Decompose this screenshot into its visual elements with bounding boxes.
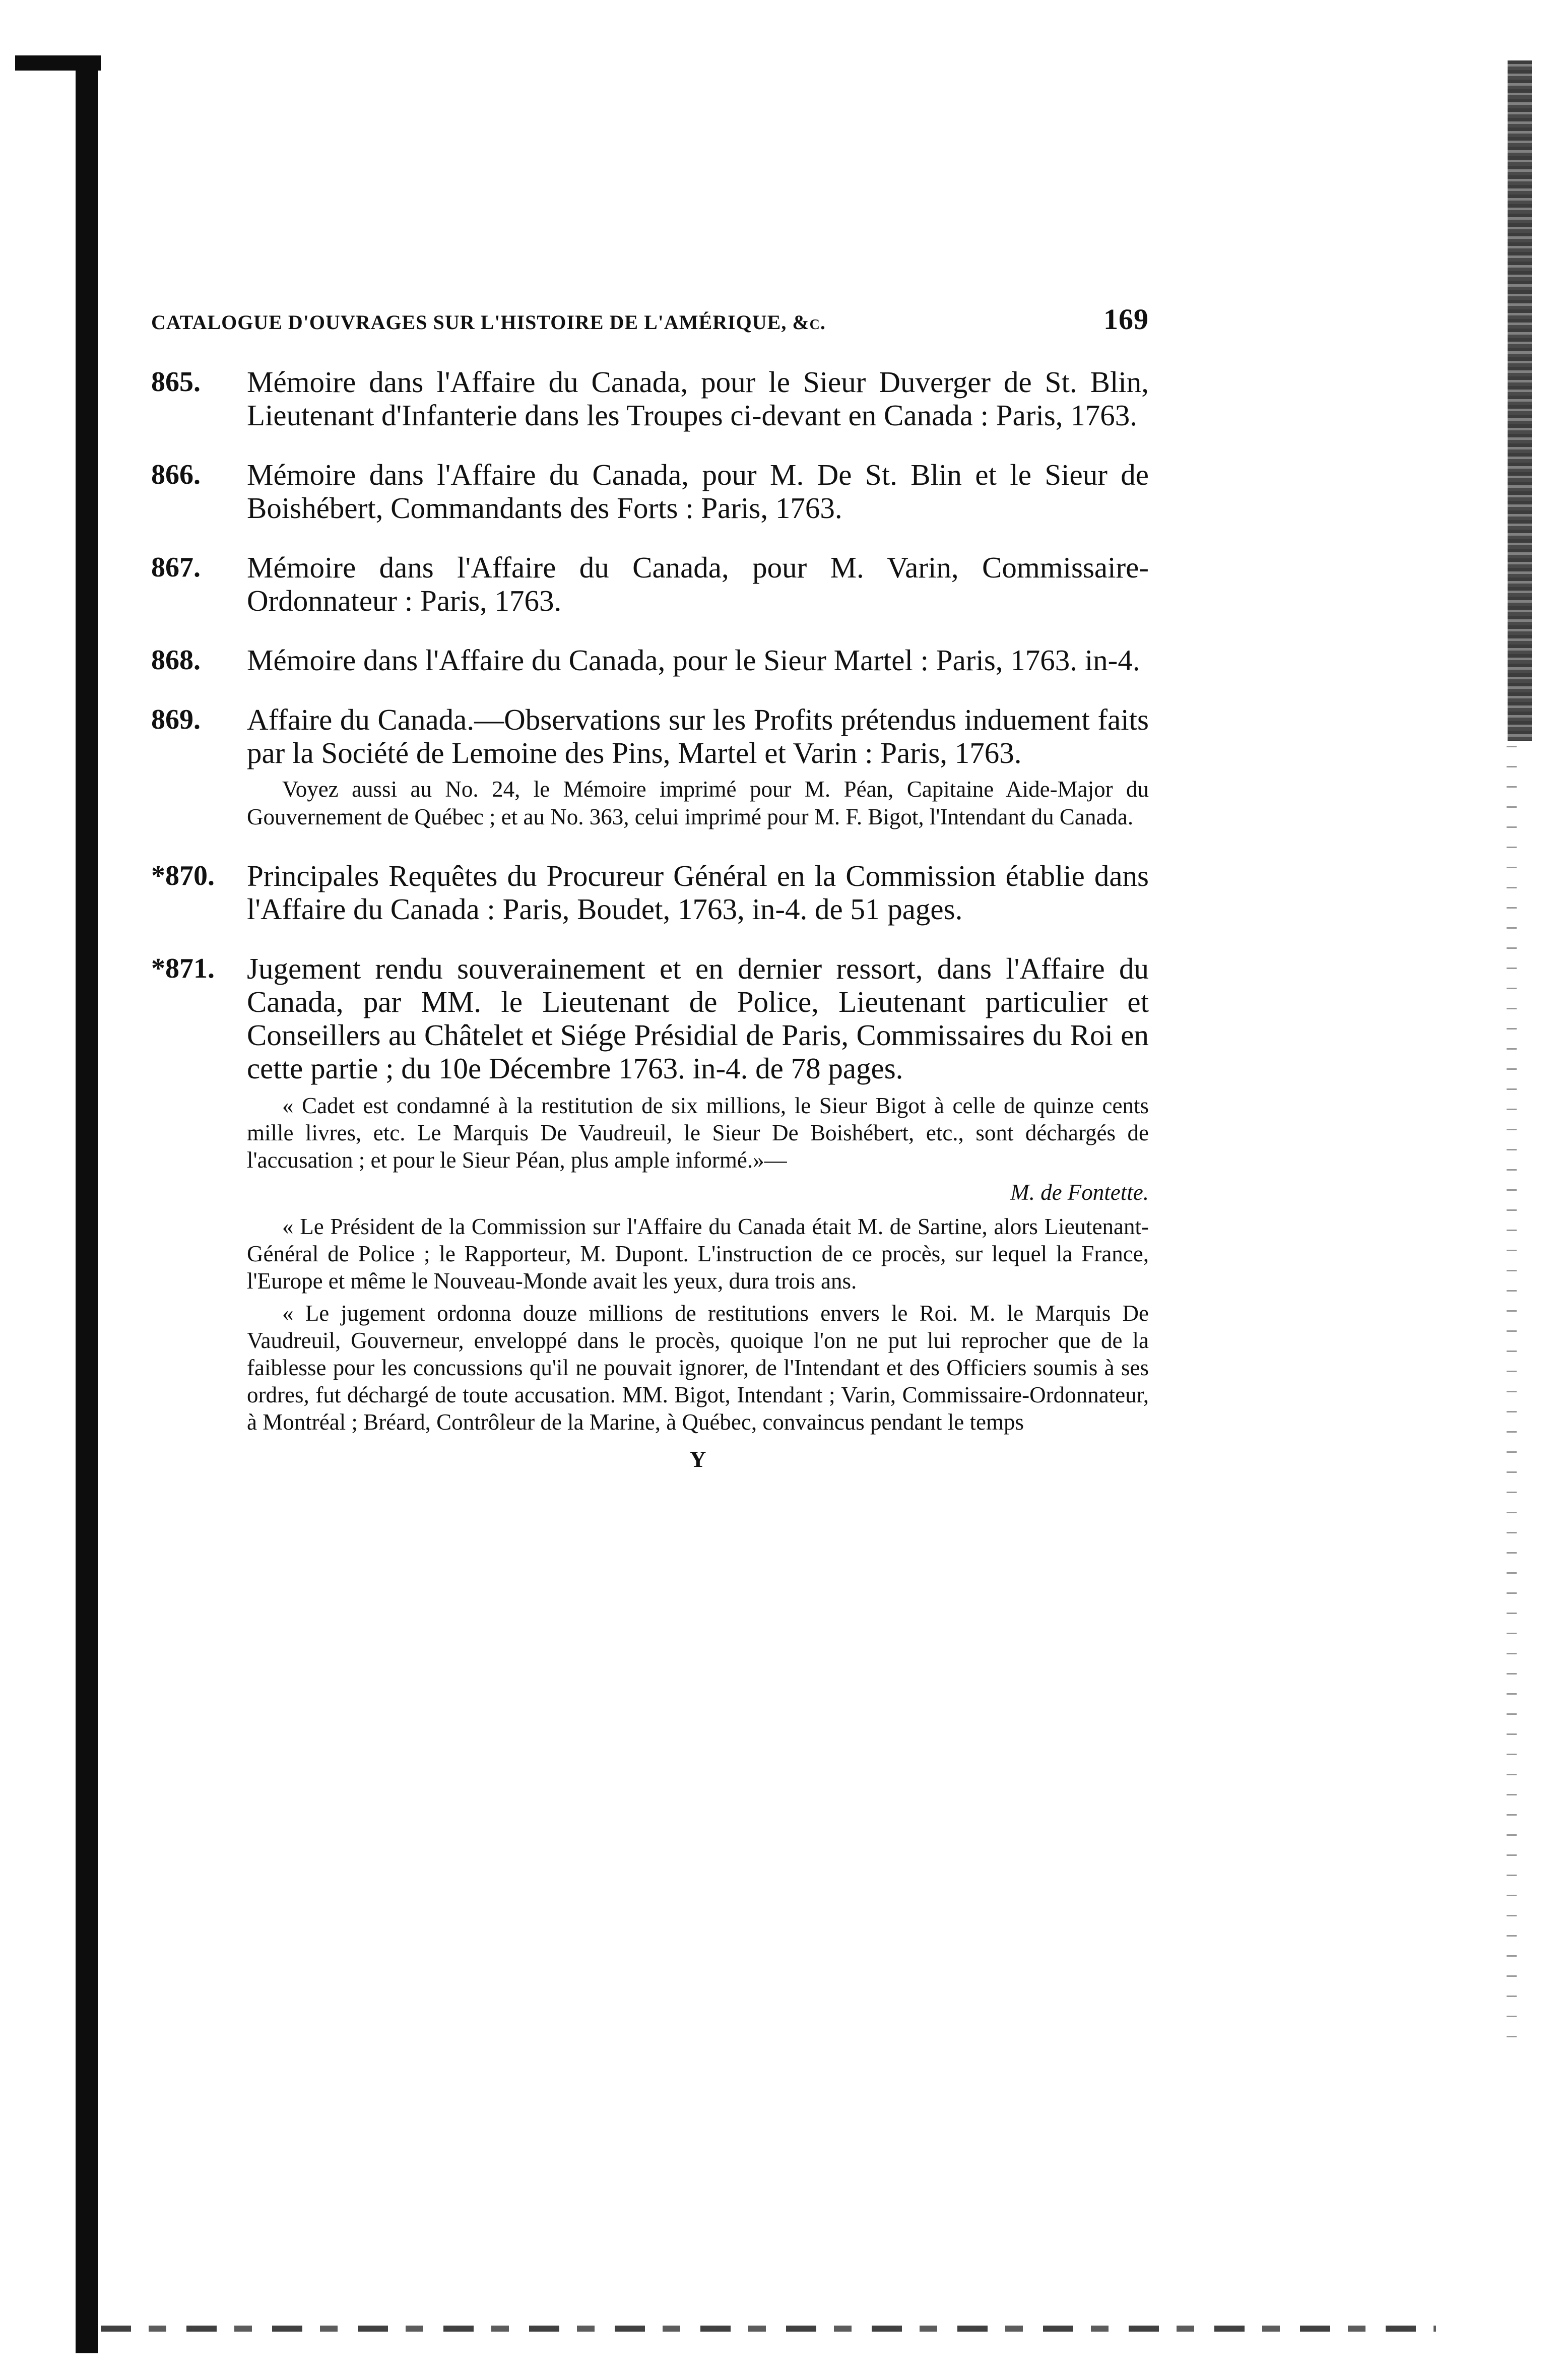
entry-number: 866.	[151, 459, 201, 490]
quote-paragraph-1: « Cadet est condamné à la restitution de six millions, le Sieur Bigot à celle de quinze cents mille livres, etc. Le Marquis De Vaudreuil, le Sieur De Boishébert, etc., sont déchargés de l'accusation ; et pour le Sieur Péan, plus ample informé.»—	[247, 1093, 1149, 1173]
entry-text: Jugement rendu souverainement et en dernier ressort, dans l'Affaire du Canada, par MM. le Lieutenant de Police, Lieutenant particulier et Conseillers au Châtelet et Siége Présidial de Paris, Commissaires du Roi en cette partie ; du 10e Décembre 1763. in-4. de 78 pages.	[247, 952, 1149, 1085]
book-binding-edge	[76, 55, 98, 2353]
catalog-entry-869	[151, 703, 1149, 769]
note-text: Voyez aussi au No. 24, le Mémoire imprimé pour M. Péan, Capitaine Aide-Major du Gouvernement de Québec ; et au No. 363, celui imprimé pour M. F. Bigot, l'Intendant du Canada.	[247, 777, 1149, 829]
running-title: CATALOGUE D'OUVRAGES SUR L'HISTOIRE DE L'AMÉRIQUE, &c.	[151, 311, 826, 334]
page-number: 169	[1103, 303, 1149, 336]
page-edge-marks	[1507, 746, 1517, 2056]
catalog-entry-867	[151, 551, 1149, 617]
entry-text: Principales Requêtes du Procureur Général en la Commission établie dans l'Affaire du Canada : Paris, Boudet, 1763, in-4. de 51 pages.	[247, 859, 1149, 926]
entry-number: 869.	[151, 704, 201, 735]
catalog-entry-870	[151, 859, 1149, 926]
quote-attribution: M. de Fontette.	[1010, 1180, 1149, 1205]
entry-text: Mémoire dans l'Affaire du Canada, pour M. Varin, Commissaire-Ordonnateur : Paris, 1763.	[247, 551, 1149, 617]
running-head	[151, 302, 1149, 336]
quote-paragraph-3: « Le jugement ordonna douze millions de restitutions envers le Roi. M. le Marquis De Vaudreuil, Gouverneur, enveloppé dans le procès, quoique l'on ne put lui reprocher que de la faiblesse pour les concussions qu'il ne pouvait ignorer, de l'Intendant et des Officiers soumis à ses ordres, fut déchargé de toute accusation. MM. Bigot, Intendant ; Varin, Commissaire-Ordonnateur, à Montréal ; Bréard, Contrôleur de la Marine, à Québec, convaincus pendant le temps	[247, 1301, 1149, 1435]
signature-mark: Y	[689, 1446, 706, 1472]
entry-number: 868.	[151, 645, 201, 676]
page-edge-shadow	[1508, 60, 1532, 741]
quote-paragraph-2: « Le Président de la Commission sur l'Affaire du Canada était M. de Sartine, alors Lieutenant-Général de Police ; le Rapporteur, M. Dupont. L'instruction de ce procès, sur lequel la France, l'Europe et même le Nouveau-Monde avait les yeux, dura trois ans.	[247, 1214, 1149, 1294]
catalog-entry-866	[151, 458, 1149, 525]
entry-text: Mémoire dans l'Affaire du Canada, pour M. De St. Blin et le Sieur de Boishébert, Commandants des Forts : Paris, 1763.	[247, 458, 1149, 525]
entry-number: 867.	[151, 552, 201, 583]
entry-text: Mémoire dans l'Affaire du Canada, pour le Sieur Martel : Paris, 1763. in-4.	[247, 644, 1140, 677]
entry-text: Mémoire dans l'Affaire du Canada, pour le Sieur Duverger de St. Blin, Lieutenant d'Infanterie dans les Troupes ci-devant en Canada : Paris, 1763.	[247, 365, 1149, 432]
catalog-entry-865	[151, 365, 1149, 432]
entry-number: 865.	[151, 366, 201, 398]
page-content	[151, 302, 1149, 1472]
entry-871-quotation	[247, 1092, 1149, 1436]
bottom-edge-marks	[101, 2326, 1436, 2332]
entry-number: *870.	[151, 860, 215, 891]
catalog-entry-871	[151, 952, 1149, 1085]
entry-text: Affaire du Canada.—Observations sur les Profits prétendus induement faits par la Société de Lemoine des Pins, Martel et Varin : Paris, 1763.	[247, 703, 1149, 769]
entry-number: *871.	[151, 953, 215, 984]
entry-869-note	[247, 776, 1149, 831]
catalog-entry-868	[151, 644, 1149, 677]
